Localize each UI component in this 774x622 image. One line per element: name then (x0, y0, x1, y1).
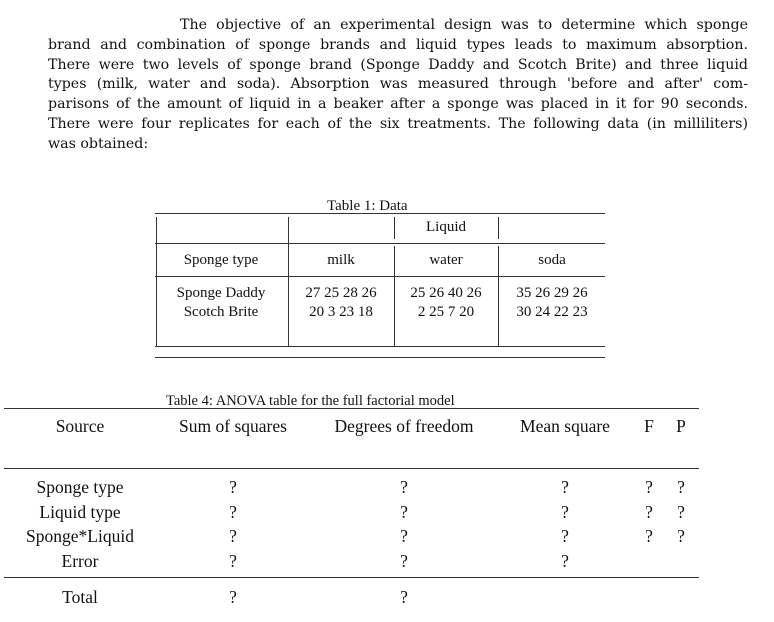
row-source-liquid-type: Liquid type (39, 502, 121, 522)
paragraph-line: There were two levels of sponge brand (Sponge Daddy and Scotch Brite) and three liquid (48, 56, 748, 73)
paragraph-line: was obtained: (48, 135, 149, 152)
row-source-interaction: Sponge*Liquid (26, 526, 134, 546)
header-sum-of-squares: Sum of squares (179, 416, 287, 436)
cell-ss: ? (229, 502, 237, 522)
table-rule (155, 213, 605, 214)
table-rule (155, 276, 605, 277)
cell-df: ? (400, 526, 408, 546)
row-label-scotch-brite: Scotch Brite (183, 304, 259, 320)
cell-ms: ? (561, 526, 569, 546)
table-rule (155, 346, 605, 347)
cell-f: ? (645, 477, 653, 497)
cell-ss: ? (229, 477, 237, 497)
cell-value: 35 26 29 26 (516, 285, 588, 301)
table-divider (156, 217, 157, 346)
cell-f: ? (645, 526, 653, 546)
cell-value: 30 24 22 23 (516, 304, 588, 320)
cell-df: ? (400, 502, 408, 522)
table-rule (4, 468, 699, 469)
col-header-soda: soda (538, 252, 566, 268)
col-header-water: water (429, 252, 463, 268)
row-source-error: Error (61, 551, 99, 571)
header-p: P (676, 416, 686, 436)
cell-ms: ? (561, 551, 569, 571)
table-rule (155, 243, 605, 244)
cell-p: ? (677, 502, 685, 522)
cell-f: ? (645, 502, 653, 522)
row-label-sponge-daddy: Sponge Daddy (176, 285, 266, 301)
table-divider (394, 246, 395, 346)
cell-ms: ? (561, 477, 569, 497)
table1-caption: Table 1: Data (327, 198, 408, 214)
col-header-milk: milk (327, 252, 355, 268)
table-divider (394, 217, 395, 239)
cell-df: ? (400, 587, 408, 607)
cell-value: 20 3 23 18 (309, 304, 373, 320)
problem-description (48, 16, 748, 155)
row-source-total: Total (62, 587, 98, 607)
table-divider (498, 217, 499, 239)
header-source: Source (55, 416, 105, 436)
cell-ss: ? (229, 587, 237, 607)
table-rule (4, 408, 699, 409)
liquid-group-header: Liquid (426, 219, 466, 235)
paragraph-line: parisons of the amount of liquid in a beaker after a sponge was placed in it for 90 seconds. (48, 96, 748, 113)
col-header-sponge-type: Sponge type (183, 252, 259, 268)
table4-caption: Table 4: ANOVA table for the full factorial model (166, 393, 455, 409)
cell-ss: ? (229, 551, 237, 571)
cell-value: 25 26 40 26 (410, 285, 482, 301)
cell-p: ? (677, 526, 685, 546)
paragraph-line: There were four replicates for each of the six treatments. The following data (in milliliters) (48, 115, 748, 132)
paragraph-line: The objective of an experimental design was to determine which sponge (180, 17, 748, 33)
table-rule (155, 357, 605, 358)
row-source-sponge-type: Sponge type (36, 477, 124, 497)
cell-value: 2 25 7 20 (417, 304, 475, 320)
header-mean-square: Mean square (520, 416, 610, 436)
table-divider (498, 246, 499, 346)
header-f: F (644, 416, 654, 436)
cell-value: 27 25 28 26 (305, 285, 377, 301)
cell-df: ? (400, 477, 408, 497)
table-rule (4, 577, 699, 578)
cell-p: ? (677, 477, 685, 497)
table-divider (288, 217, 289, 346)
cell-ss: ? (229, 526, 237, 546)
cell-df: ? (400, 551, 408, 571)
paragraph-line: types (milk, water and soda). Absorption was measured through 'before and after' com- (48, 76, 748, 93)
cell-ms: ? (561, 502, 569, 522)
header-degrees-of-freedom: Degrees of freedom (334, 416, 474, 436)
paragraph-line: brand and combination of sponge brands and liquid types leads to maximum absorption. (48, 36, 748, 53)
